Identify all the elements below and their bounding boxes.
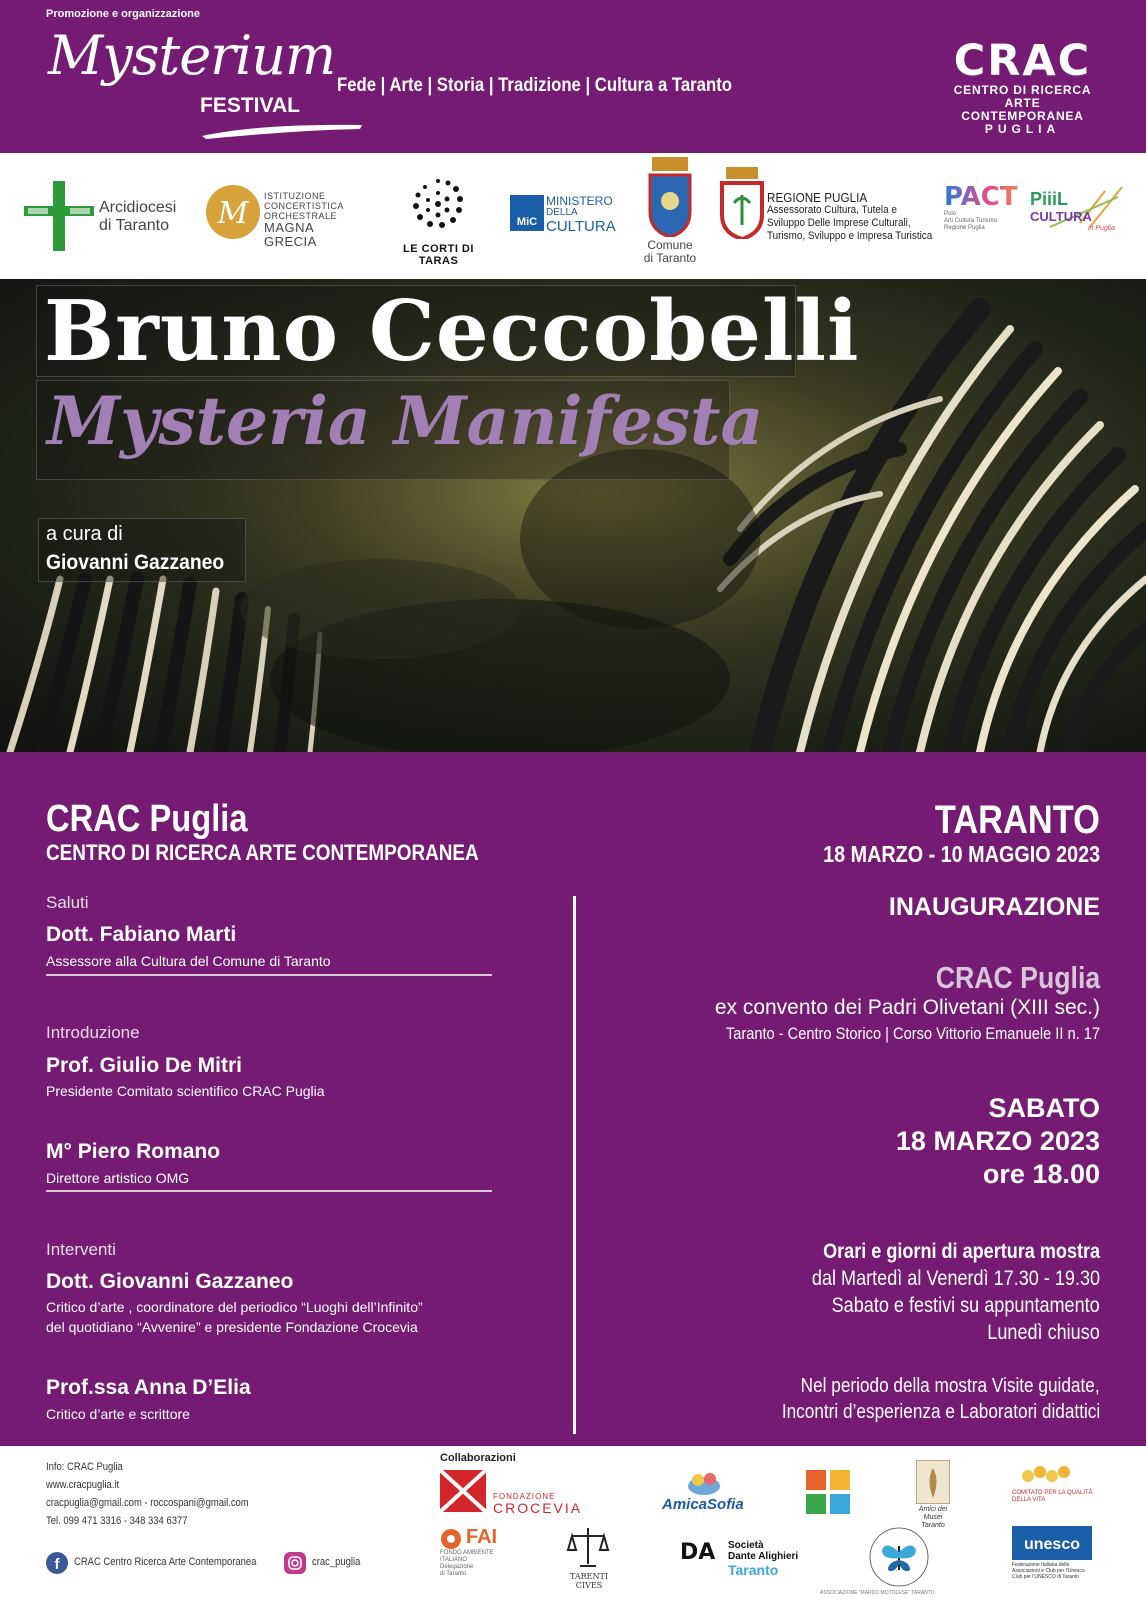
magna-grecia-line1: ISTITUZIONE bbox=[264, 191, 326, 201]
phone-numbers: Tel. 099 471 3316 - 348 334 6377 bbox=[46, 1515, 188, 1527]
intervento2-name: Prof.ssa Anna D’Elia bbox=[46, 1376, 251, 1399]
corti-taras-logo bbox=[386, 173, 491, 267]
piiil-label3: in Puglia bbox=[1088, 225, 1115, 232]
footer-band bbox=[0, 1446, 1146, 1600]
intro1-name: Prof. Giulio De Mitri bbox=[46, 1054, 243, 1077]
tarenti-line1: TARENTI bbox=[569, 1572, 609, 1581]
cross-icon bbox=[24, 181, 94, 251]
unesco-sub3: Club per l'UNESCO di Taranto bbox=[1012, 1574, 1080, 1580]
regione-logo bbox=[720, 167, 935, 247]
saluti-role: Assessore alla Cultura del Comune di Taranto bbox=[46, 953, 331, 969]
venue-title-left: CRAC Puglia bbox=[46, 798, 248, 840]
svg-text:f: f bbox=[54, 1556, 60, 1573]
festival-tagline: Fede | Arte | Storia | Tradizione | Cultura a Taranto bbox=[337, 75, 732, 96]
intro-label: Introduzione bbox=[46, 1023, 140, 1042]
crocevia-top: FONDAZIONE bbox=[493, 1492, 556, 1501]
fai-sub1: FONDO AMBIENTE bbox=[440, 1550, 494, 1556]
piiil-label2: CULTURA bbox=[1030, 209, 1092, 224]
intervento1-role-line1: Critico d’arte , coordinatore del periodico “Luoghi dell’Infinito” bbox=[46, 1299, 423, 1315]
piiil-logo bbox=[1030, 183, 1126, 243]
opening-hours-line1: dal Martedì al Venerdì 17.30 - 19.30 bbox=[811, 1267, 1100, 1290]
ministero-line3: CULTURA bbox=[546, 218, 616, 235]
museum-figure-icon bbox=[916, 1460, 950, 1504]
inauguration-date: 18 MARZO 2023 bbox=[895, 1126, 1100, 1156]
arcidiocesi-line1: Arcidiocesi bbox=[99, 199, 177, 216]
fai-sub2: ITALIANO bbox=[440, 1557, 467, 1563]
comune-line1: Comune bbox=[647, 238, 693, 252]
facebook-link[interactable]: CRAC Centro Ricerca Arte Contemporanea bbox=[74, 1556, 257, 1568]
fai-sub3: Delegazione bbox=[440, 1564, 474, 1570]
magna-grecia-line2: CONCERTISTICA bbox=[264, 201, 344, 211]
ministero-badge: MiC bbox=[516, 216, 538, 228]
saluti-name: Dott. Fabiano Marti bbox=[46, 923, 237, 946]
crac-logo-line1: CENTRO DI RICERCA bbox=[953, 83, 1092, 97]
arcidiocesi-logo bbox=[24, 181, 184, 251]
artwork-image bbox=[0, 279, 1146, 752]
brush-stroke-icon bbox=[200, 122, 365, 140]
inauguration-time: ore 18.00 bbox=[982, 1159, 1100, 1189]
region-crest-icon bbox=[720, 167, 764, 239]
magna-grecia-line3: ORCHESTRALE bbox=[264, 211, 338, 221]
piiil-label: PiiiL bbox=[1030, 189, 1069, 209]
intervento2-role: Critico d’arte e scrittore bbox=[46, 1406, 190, 1422]
svg-text:M: M bbox=[217, 196, 249, 231]
fai-label: FAI bbox=[466, 1526, 498, 1548]
crac-logo-line3: PUGLIA bbox=[984, 122, 1061, 136]
comune-logo bbox=[640, 157, 700, 267]
arcidiocesi-line2: di Taranto bbox=[99, 217, 169, 234]
artist-name: Bruno Ceccobelli bbox=[44, 282, 860, 380]
ministry-logo-icon bbox=[510, 195, 544, 231]
dante-line3: Taranto bbox=[728, 1562, 779, 1578]
exhibition-dates: 18 MARZO - 10 MAGGIO 2023 bbox=[822, 841, 1100, 867]
email-links[interactable]: cracpuglia@gmail.com - roccospani@gmail.com bbox=[46, 1497, 249, 1509]
opening-hours-line3: Lunedì chiuso bbox=[987, 1321, 1100, 1344]
flower-logo-icon bbox=[1018, 1464, 1074, 1488]
saluti-label: Saluti bbox=[46, 893, 89, 912]
crest-icon bbox=[640, 157, 700, 237]
tarenti-line2: CIVES bbox=[575, 1581, 603, 1590]
divider-line bbox=[46, 1190, 492, 1192]
pact-label: PACT bbox=[944, 182, 1018, 212]
unesco-sub1: Federazione Italiana delle bbox=[1012, 1562, 1070, 1568]
comune-line2: di Taranto bbox=[643, 251, 697, 265]
crac-logo-title: CRAC bbox=[953, 36, 1092, 86]
ministero-logo bbox=[510, 195, 620, 235]
fai-sub4: di Taranto bbox=[440, 1571, 467, 1577]
dante-line2: Dante Alighieri bbox=[728, 1551, 799, 1562]
activities-line1: Nel periodo della mostra Visite guidate, bbox=[801, 1375, 1100, 1397]
instagram-link[interactable]: crac_puglia bbox=[312, 1556, 361, 1568]
festival-logo-script: Mysterium bbox=[48, 24, 336, 87]
orchestra-logo-icon bbox=[204, 183, 262, 241]
partner-logos-band bbox=[0, 153, 1146, 279]
amici-line3: Taranto bbox=[921, 1522, 945, 1529]
curator-name: Giovanni Gazzaneo bbox=[46, 551, 225, 574]
marco-motolese-label: ASSOCIAZIONE “MARCO MOTOLESE” TARANTO bbox=[820, 1590, 935, 1596]
inauguration-day: SABATO bbox=[988, 1093, 1100, 1123]
pact-sub2: Arti Cultura Turismo bbox=[944, 218, 998, 224]
pact-logo bbox=[944, 183, 1034, 243]
intervento1-role-line2: del quotidiano “Avvenire” e presidente Fondazione Crocevia bbox=[46, 1319, 418, 1335]
scales-icon bbox=[566, 1526, 610, 1568]
pact-logo-icon bbox=[944, 183, 1034, 211]
crocevia-label: CROCEVIA bbox=[493, 1500, 583, 1516]
corti-taras-label: LE CORTI DI TARAS bbox=[403, 243, 474, 267]
opening-hours-line2: Sabato e festivi su appuntamento bbox=[831, 1294, 1100, 1317]
amicasofia-icon bbox=[684, 1470, 724, 1496]
activities-line2: Incontri d’esperienza e Laboratori didattici bbox=[781, 1401, 1100, 1423]
regione-line4: Turismo, Sviluppo e Impresa Turistica bbox=[767, 230, 933, 242]
amici-line1: Amici dei bbox=[918, 1506, 948, 1513]
interventi-label: Interventi bbox=[46, 1240, 116, 1259]
facebook-icon[interactable] bbox=[46, 1552, 68, 1574]
info-label: Info: CRAC Puglia bbox=[46, 1461, 123, 1473]
unesco-label: unesco bbox=[1023, 1536, 1080, 1553]
crac-logo bbox=[950, 38, 1095, 136]
festival-logo-word: FESTIVAL bbox=[200, 94, 300, 117]
promo-label: Promozione e organizzazione bbox=[46, 8, 201, 20]
intro2-name: M° Piero Romano bbox=[46, 1140, 221, 1163]
inauguration-label: INAUGURAZIONE bbox=[888, 893, 1100, 921]
amici-line2: Musei bbox=[923, 1514, 943, 1521]
butterfly-icon bbox=[868, 1526, 930, 1588]
regione-line1: REGIONE PUGLIA bbox=[767, 190, 868, 205]
dante-line1: Società bbox=[728, 1540, 764, 1551]
magna-grecia-logo bbox=[204, 183, 369, 249]
curator-label: a cura di bbox=[46, 523, 123, 545]
unesco-sub2: Associazioni e Club per l'Unesco bbox=[1012, 1568, 1085, 1574]
magna-grecia-line4: MAGNA GRECIA bbox=[264, 220, 317, 249]
divider-line bbox=[46, 974, 492, 976]
website-link[interactable]: www.cracpuglia.it bbox=[46, 1479, 120, 1491]
venue-subtitle-left: CENTRO DI RICERCA ARTE CONTEMPORANEA bbox=[46, 840, 479, 865]
ministero-line1: MINISTERO bbox=[546, 194, 613, 208]
intervento1-name: Dott. Giovanni Gazzaneo bbox=[46, 1270, 294, 1293]
regione-line3: Sviluppo Delle Imprese Culturali, bbox=[767, 217, 911, 229]
venue-name-right: CRAC Puglia bbox=[935, 960, 1100, 995]
crocevia-logo-icon bbox=[440, 1470, 486, 1512]
dot-spiral-icon bbox=[386, 173, 491, 243]
regione-line2: Assessorato Cultura, Tutela e bbox=[767, 204, 897, 216]
pact-sub3: Regione Puglia bbox=[944, 225, 985, 231]
column-divider bbox=[573, 896, 576, 1434]
intro2-role: Direttore artistico OMG bbox=[46, 1170, 190, 1186]
pact-sub1: Polo bbox=[944, 211, 957, 217]
colored-squares-logo-icon bbox=[806, 1470, 850, 1514]
collaborations-label: Collaborazioni bbox=[440, 1452, 516, 1464]
ministero-line2: DELLA bbox=[546, 207, 578, 218]
dante-logo-icon: DA bbox=[680, 1540, 716, 1565]
amicasofia-label: AmicaSofia bbox=[662, 1496, 744, 1513]
fai-logo-icon bbox=[440, 1528, 462, 1550]
instagram-icon[interactable] bbox=[284, 1552, 306, 1574]
venue-address: Taranto - Centro Storico | Corso Vittorio Emanuele II n. 17 bbox=[725, 1024, 1100, 1043]
crac-logo-line2: ARTE CONTEMPORANEA bbox=[961, 96, 1084, 123]
qualita-label: COMITATO PER LA QUALITÀ DELLA VITA bbox=[1012, 1490, 1093, 1503]
intro1-role: Presidente Comitato scientifico CRAC Puglia bbox=[46, 1083, 325, 1099]
venue-description: ex convento dei Padri Olivetani (XIII sec.) bbox=[714, 996, 1100, 1019]
opening-hours-title: Orari e giorni di apertura mostra bbox=[822, 1240, 1100, 1263]
city-title: TARANTO bbox=[935, 798, 1100, 842]
header-band bbox=[0, 0, 1146, 153]
exhibition-title: Mysteria Manifesta bbox=[47, 382, 764, 460]
